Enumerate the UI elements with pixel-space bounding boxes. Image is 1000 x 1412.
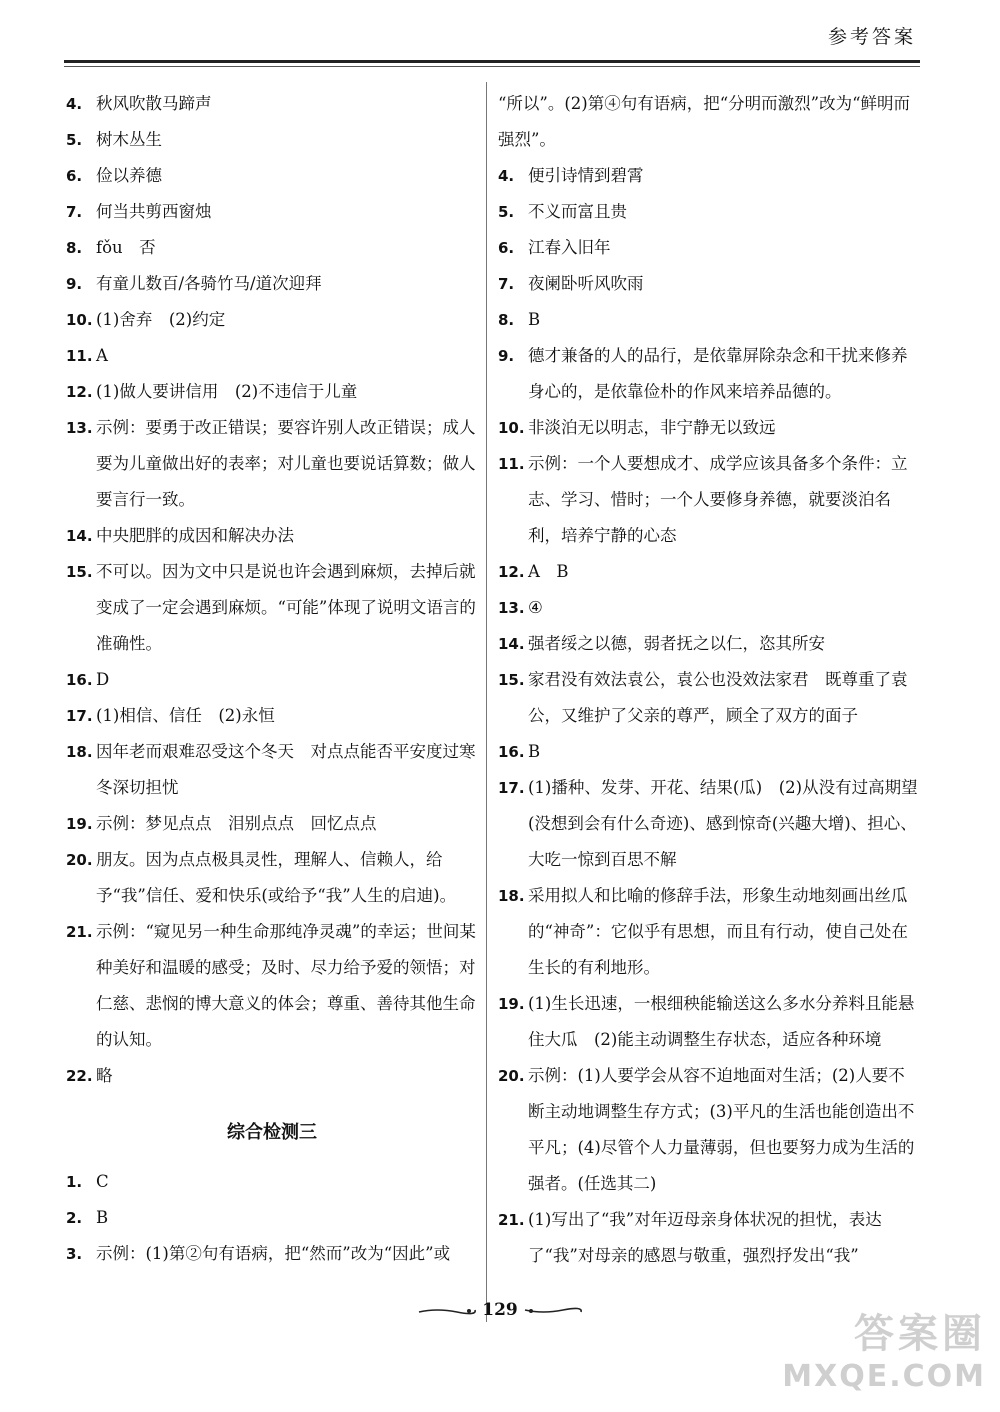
answer-item — [66, 338, 478, 374]
answer-text: B — [96, 1208, 109, 1227]
answer-number: 4. — [498, 167, 515, 185]
answer-number: 18. — [66, 743, 93, 761]
answer-text: (1)生长迅速，一根细秧能输送这么多水分养料且能悬住大瓜 (2)能主动调整生存状态，适应各种环境 — [528, 994, 915, 1049]
answer-text: A B — [528, 562, 569, 581]
answer-item — [498, 338, 918, 410]
answer-number: 11. — [66, 347, 93, 365]
answer-text: 树木丛生 — [96, 130, 162, 149]
answer-text: A — [96, 346, 108, 365]
answer-item — [66, 698, 478, 734]
answer-number: 3. — [66, 1245, 83, 1263]
answer-number: 14. — [498, 635, 525, 653]
answer-text: 强者绥之以德，弱者抚之以仁，恣其所安 — [528, 634, 825, 653]
answer-text: 不义而富且贵 — [528, 202, 627, 221]
answer-number: 1. — [66, 1173, 83, 1191]
answer-item — [66, 662, 478, 698]
answer-text: 因年老而艰难忍受这个冬天 对点点能否平安度过寒冬深切担忧 — [96, 742, 476, 797]
watermark-top: 答案圈 — [854, 1311, 986, 1357]
watermark-bottom: MXQE.COM — [782, 1359, 986, 1394]
answer-item — [498, 194, 918, 230]
answer-item — [498, 266, 918, 302]
answer-item — [66, 374, 478, 410]
header-rule — [64, 60, 920, 63]
answer-text: (1)播种、发芽、开花、结果(瓜) (2)从没有过高期望(没想到会有什么奇迹)、感到惊奇(兴趣大增)、担心、大吃一惊到百思不解 — [528, 778, 918, 869]
answer-item — [498, 230, 918, 266]
page-header-title: 参考答案 — [827, 26, 916, 48]
answer-number: 7. — [66, 203, 83, 221]
answer-item — [66, 914, 478, 1058]
footer-flourish-left-icon — [417, 1306, 477, 1316]
right-column — [498, 86, 918, 1274]
answer-item — [66, 410, 478, 518]
answer-item — [498, 1058, 918, 1202]
answer-item — [498, 410, 918, 446]
answer-number: 17. — [498, 779, 525, 797]
answer-number: 5. — [498, 203, 515, 221]
answer-item — [66, 158, 478, 194]
answer-number: 2. — [66, 1209, 83, 1227]
answer-number: 6. — [498, 239, 515, 257]
answer-item — [498, 986, 918, 1058]
section-heading: 综合检测三 — [227, 1122, 317, 1143]
answer-text: fǒu 否 — [96, 238, 156, 257]
answer-number: 22. — [66, 1067, 93, 1085]
page-number: 129 — [482, 1300, 518, 1320]
answer-text: 秋风吹散马蹄声 — [96, 94, 212, 113]
answer-number: 8. — [498, 311, 515, 329]
answer-text: (1)写出了“我”对年迈母亲身体状况的担忧，表达了“我”对母亲的感恩与敬重，强烈抒发出“我” — [528, 1210, 882, 1265]
answer-text: 何当共剪西窗烛 — [96, 202, 212, 221]
answer-text: (1)做人要讲信用 (2)不违信于儿童 — [96, 382, 358, 401]
answer-text: 示例：“窥见另一种生命那纯净灵魂”的幸运；世间某种美好和温暖的感受；及时、尽力给予爱的领悟；对仁慈、悲悯的博大意义的体会；尊重、善待其他生命的认知。 — [96, 922, 476, 1049]
answer-number: 20. — [498, 1067, 525, 1085]
answer-item — [66, 302, 478, 338]
answer-text: 略 — [96, 1066, 113, 1085]
answer-text: 江春入旧年 — [528, 238, 611, 257]
footer-flourish-right-icon — [523, 1306, 583, 1316]
answer-item — [498, 446, 918, 554]
answer-number: 18. — [498, 887, 525, 905]
answer-text: 朋友。因为点点极具灵性，理解人、信赖人，给予“我”信任、爱和快乐(或给予“我”人生的启迪)。 — [96, 850, 457, 905]
answer-number: 19. — [66, 815, 93, 833]
answer-number: 6. — [66, 167, 83, 185]
answer-number: 20. — [66, 851, 93, 869]
answer-number: 13. — [66, 419, 93, 437]
answer-text: 非淡泊无以明志，非宁静无以致远 — [528, 418, 776, 437]
watermark-logo — [782, 1302, 986, 1394]
answer-item — [66, 518, 478, 554]
answer-item — [66, 1200, 478, 1236]
answer-item — [66, 1058, 478, 1094]
answer-text: 家君没有效法袁公，袁公也没效法家君 既尊重了袁公，又维护了父亲的尊严，顾全了双方的面子 — [528, 670, 908, 725]
answer-text: 示例：(1)人要学会从容不迫地面对生活；(2)人要不断主动地调整生存方式；(3)平凡的生活也能创造出不平凡；(4)尽管个人力量薄弱，但也要努力成为生活的强者。(任选其二) — [528, 1066, 915, 1193]
answer-number: 16. — [66, 671, 93, 689]
answer-number: 5. — [66, 131, 83, 149]
left-column — [66, 86, 478, 1272]
answer-number: 9. — [498, 347, 515, 365]
answer-item — [66, 842, 478, 914]
answer-text: 示例：(1)第②句有语病，把“然而”改为“因此”或 — [96, 1244, 451, 1263]
answer-item — [498, 662, 918, 734]
answer-text: 便引诗情到碧霄 — [528, 166, 644, 185]
answer-text: (1)舍弃 (2)约定 — [96, 310, 226, 329]
answer-item — [498, 734, 918, 770]
answer-item — [498, 1202, 918, 1274]
answer-number: 13. — [498, 599, 525, 617]
answer-item — [498, 554, 918, 590]
answer-number: 9. — [66, 275, 83, 293]
answer-item — [498, 878, 918, 986]
answer-number: 12. — [66, 383, 93, 401]
answer-item — [66, 122, 478, 158]
answer-number: 21. — [498, 1211, 525, 1229]
answer-number: 14. — [66, 527, 93, 545]
answer-item — [66, 1236, 478, 1272]
answer-continuation: “所以”。(2)第④句有语病，把“分明而激烈”改为“鲜明而强烈”。 — [498, 94, 911, 149]
answer-number: 21. — [66, 923, 93, 941]
answer-number: 10. — [498, 419, 525, 437]
answer-item — [498, 590, 918, 626]
answer-text: 示例：梦见点点 泪别点点 回忆点点 — [96, 814, 377, 833]
answer-text: 不可以。因为文中只是说也许会遇到麻烦，去掉后就变成了一定会遇到麻烦。“可能”体现了说明文语言的准确性。 — [96, 562, 476, 653]
answer-number: 10. — [66, 311, 93, 329]
answer-number: 15. — [66, 563, 93, 581]
answer-text: 示例：一个人要想成才、成学应该具备多个条件：立志、学习、惜时；一个人要修身养德，就要淡泊名利，培养宁静的心态 — [528, 454, 908, 545]
answer-item — [66, 194, 478, 230]
answer-text: 采用拟人和比喻的修辞手法，形象生动地刻画出丝瓜的“神奇”：它似乎有思想，而且有行动，使自己处在生长的有利地形。 — [528, 886, 908, 977]
answer-text: 中央肥胖的成因和解决办法 — [96, 526, 294, 545]
answer-item — [498, 158, 918, 194]
answer-number: 7. — [498, 275, 515, 293]
answer-item — [66, 266, 478, 302]
answer-text: 俭以养德 — [96, 166, 162, 185]
answer-text: B — [528, 310, 541, 329]
answer-number: 12. — [498, 563, 525, 581]
answer-number: 17. — [66, 707, 93, 725]
answer-item — [498, 626, 918, 662]
answer-text: C — [96, 1172, 109, 1191]
answer-text: 有童儿数百/各骑竹马/道次迎拜 — [96, 274, 322, 293]
answer-item — [66, 734, 478, 806]
answer-text: D — [96, 670, 110, 689]
answer-item — [66, 554, 478, 662]
answer-number: 16. — [498, 743, 525, 761]
answer-number: 15. — [498, 671, 525, 689]
answer-text: B — [528, 742, 541, 761]
answer-number: 8. — [66, 239, 83, 257]
answer-text: 德才兼备的人的品行，是依靠屏除杂念和干扰来修养身心的，是依靠俭朴的作风来培养品德的。 — [528, 346, 908, 401]
column-divider — [486, 82, 487, 1322]
answer-number: 4. — [66, 95, 83, 113]
answer-item — [66, 230, 478, 266]
answer-text: 夜阑卧听风吹雨 — [528, 274, 644, 293]
answer-text: 示例：要勇于改正错误；要容许别人改正错误；成人要为儿童做出好的表率；对儿童也要说话算数；做人要言行一致。 — [96, 418, 476, 509]
answer-number: 11. — [498, 455, 525, 473]
answer-item — [66, 806, 478, 842]
header-rule-thin — [64, 66, 920, 67]
answer-item — [66, 1164, 478, 1200]
answer-text: (1)相信、信任 (2)永恒 — [96, 706, 275, 725]
answer-item — [66, 86, 478, 122]
answer-item — [498, 302, 918, 338]
answer-text: ④ — [528, 598, 543, 617]
answer-item — [498, 770, 918, 878]
answer-number: 19. — [498, 995, 525, 1013]
